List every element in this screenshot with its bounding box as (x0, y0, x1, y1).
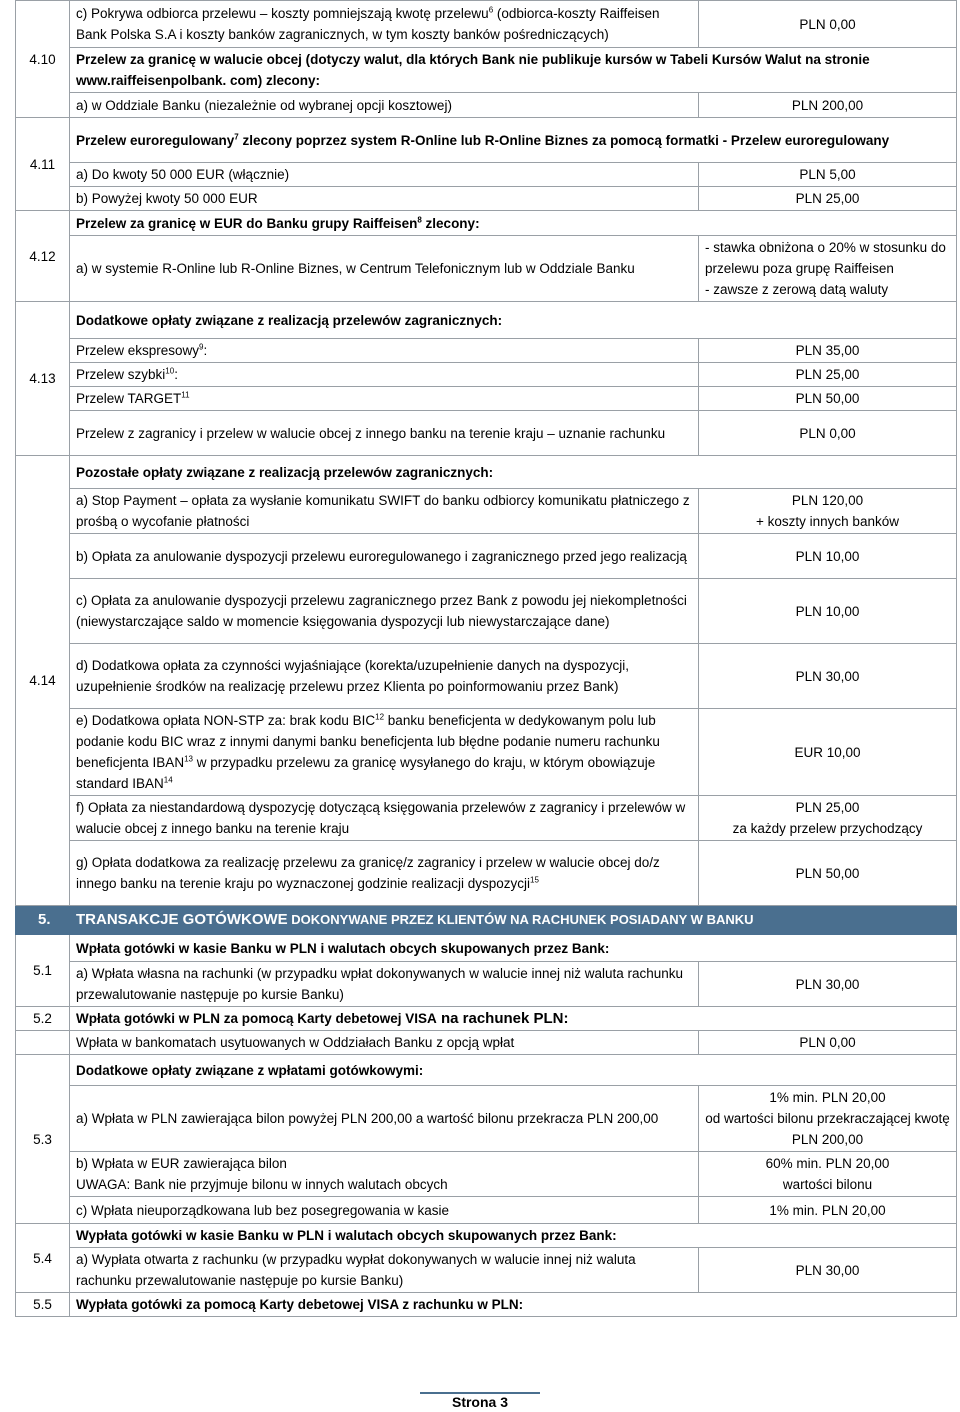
fee-value: 60% min. PLN 20,00 wartości bilonu (699, 1152, 957, 1197)
row-4-13-express (16, 339, 957, 363)
fee-value: 1% min. PLN 20,00 (699, 1197, 957, 1224)
section-header: Wpłata gotówki w PLN za pomocą Karty debetowej VISA na rachunek PLN: (70, 1007, 957, 1031)
row-4-13-incoming (16, 411, 957, 456)
fee-table (15, 0, 957, 1317)
fee-value: PLN 0,00 (699, 1, 957, 48)
row-4-10-a (16, 93, 957, 118)
fee-value: PLN 50,00 (699, 387, 957, 411)
fee-description: a) Do kwoty 50 000 EUR (włącznie) (70, 163, 699, 187)
row-5-5-header (16, 1293, 957, 1317)
page-number: Strona 3 (420, 1392, 540, 1410)
section-5-header (16, 906, 957, 935)
row-4-13-target (16, 387, 957, 411)
fee-description: Przelew z zagranicy i przelew w walucie obcej z innego banku na terenie kraju – uznanie rachunku (70, 411, 699, 456)
fee-value: EUR 10,00 (699, 709, 957, 796)
fee-value: PLN 30,00 (699, 1248, 957, 1293)
row-4-14-d (16, 644, 957, 709)
row-4-14-a (16, 489, 957, 534)
section-header: Dodatkowe opłaty związane z realizacją przelewów zagranicznych: (70, 302, 957, 339)
row-5-4-a (16, 1248, 957, 1293)
row-4-14-c (16, 579, 957, 644)
row-5-2-a (16, 1031, 957, 1055)
fee-value: PLN 5,00 (699, 163, 957, 187)
section-header: Przelew euroregulowany$^7$ zlecony poprzez system R-Online lub R-Online Biznes za pomocą formatki - Przelew euroregulowany (70, 118, 957, 163)
fee-value: PLN 25,00 za każdy przelew przychodzący (699, 796, 957, 841)
row-number: 4.10 (16, 1, 70, 118)
row-4-12-a (16, 236, 957, 302)
fee-description: c) Wpłata nieuporządkowana lub bez posegregowania w kasie (70, 1197, 699, 1224)
fee-description: c) Pokrywa odbiorca przelewu – koszty pomniejszają kwotę przelewu$^6$ (odbiorca-koszty Raiffeisen Bank Polska S.A i koszty banków zagranicznych, w tym koszty banków pośredniczących) (70, 1, 699, 48)
row-4-12-header (16, 211, 957, 236)
fee-description: b) Powyżej kwoty 50 000 EUR (70, 187, 699, 211)
fee-description: Wpłata w bankomatach usytuowanych w Oddziałach Banku z opcją wpłat (70, 1031, 699, 1055)
fee-value: PLN 50,00 (699, 841, 957, 906)
fee-value: PLN 35,00 (699, 339, 957, 363)
fee-description: a) w Oddziale Banku (niezależnie od wybranej opcji kosztowej) (70, 93, 699, 118)
fee-description: e) Dodatkowa opłata NON-STP za: brak kodu BIC$^{12}$ banku beneficjenta w dedykowanym polu lub podanie kodu BIC wraz z innymi danymi banku beneficjenta lub błędne podanie numeru rachunku beneficjenta IBAN$^{13}$ w przypadku przelewu za granicę wysyłanego do kraju, w którym obowiązuje standard IBAN$^{14}$ (70, 709, 699, 796)
fee-value: PLN 30,00 (699, 644, 957, 709)
row-number: 5.2 (16, 1007, 70, 1031)
section-header: Wypłata gotówki w kasie Banku w PLN i walutach obcych skupowanych przez Bank: (70, 1224, 957, 1248)
row-number: 4.12 (16, 211, 70, 302)
section-header: Przelew za granicę w walucie obcej (dotyczy walut, dla których Bank nie publikuje kursów w Tabeli Kursów Walut na stronie www.raiffeisenpolbank. com) zlecony: (70, 48, 957, 93)
fee-description: Przelew szybki$^{10}$: (70, 363, 699, 387)
section-title: TRANSAKCJE GOTÓWKOWE DOKONYWANE PRZEZ KLIENTÓW NA RACHUNEK POSIADANY W BANKU (70, 906, 957, 935)
fee-description: a) Wpłata własna na rachunki (w przypadku wpłat dokonywanych w walucie innej niż waluta rachunku przewalutowanie następuje po kursie Banku) (70, 962, 699, 1007)
row-4-13-fast (16, 363, 957, 387)
fee-value: PLN 10,00 (699, 534, 957, 579)
row-5-3-b (16, 1152, 957, 1197)
section-header: Przelew za granicę w EUR do Banku grupy Raiffeisen$^8$ zlecony: (70, 211, 957, 236)
fee-description: Przelew ekspresowy$^9$: (70, 339, 699, 363)
row-4-14-g (16, 841, 957, 906)
row-4-10-c (16, 1, 957, 48)
fee-description: f) Opłata za niestandardową dyspozycję dotyczącą księgowania przelewów z zagranicy i przelewów w walucie obcej z innego banku na terenie kraju (70, 796, 699, 841)
page-footer (0, 1392, 960, 1412)
section-header: Dodatkowe opłaty związane z wpłatami gotówkowymi: (70, 1055, 957, 1086)
row-5-2-header (16, 1007, 957, 1031)
row-number: 4.11 (16, 118, 70, 211)
row-4-14-b (16, 534, 957, 579)
fee-value: PLN 25,00 (699, 363, 957, 387)
row-5-4-header (16, 1224, 957, 1248)
fee-description: c) Opłata za anulowanie dyspozycji przelewu zagranicznego przez Bank z powodu jej niekompletności (niewystarczające saldo w momencie księgowania dyspozycji lub niewystarczające dane) (70, 579, 699, 644)
row-4-11-b (16, 187, 957, 211)
row-4-14-e (16, 709, 957, 796)
fee-value: - stawka obniżona o 20% w stosunku do przelewu poza grupę Raiffeisen - zawsze z zerową datą waluty (699, 236, 957, 302)
row-5-1-header (16, 935, 957, 962)
row-number-empty (16, 1031, 70, 1055)
section-header: Pozostałe opłaty związane z realizacją przelewów zagranicznych: (70, 456, 957, 489)
section-number: 5. (16, 906, 70, 935)
fee-value: PLN 25,00 (699, 187, 957, 211)
row-5-3-c (16, 1197, 957, 1224)
fee-description: a) w systemie R-Online lub R-Online Biznes, w Centrum Telefonicznym lub w Oddziale Banku (70, 236, 699, 302)
section-header: Wypłata gotówki za pomocą Karty debetowej VISA z rachunku w PLN: (70, 1293, 957, 1317)
fee-value: PLN 0,00 (699, 411, 957, 456)
fee-description: b) Opłata za anulowanie dyspozycji przelewu euroregulowanego i zagranicznego przed jego realizacją (70, 534, 699, 579)
fee-value: PLN 200,00 (699, 93, 957, 118)
row-number: 4.14 (16, 456, 70, 906)
row-4-14-header (16, 456, 957, 489)
row-4-10-header (16, 48, 957, 93)
fee-value: PLN 120,00 + koszty innych banków (699, 489, 957, 534)
fee-description: a) Wypłata otwarta z rachunku (w przypadku wypłat dokonywanych w walucie innej niż waluta rachunku przewalutowanie następuje po kursie Banku) (70, 1248, 699, 1293)
fee-value: PLN 0,00 (699, 1031, 957, 1055)
section-header: Wpłata gotówki w kasie Banku w PLN i walutach obcych skupowanych przez Bank: (70, 935, 957, 962)
fee-description: b) Wpłata w EUR zawierająca bilon UWAGA: Bank nie przyjmuje bilonu w innych walutach obcych (70, 1152, 699, 1197)
row-number: 5.5 (16, 1293, 70, 1317)
fee-value: PLN 10,00 (699, 579, 957, 644)
fee-description: Przelew TARGET$^{11}$ (70, 387, 699, 411)
row-4-11-a (16, 163, 957, 187)
fee-description: g) Opłata dodatkowa za realizację przelewu za granicę/z zagranicy i przelew w walucie obcej do/z innego banku na terenie kraju po wyznaczonej godzinie realizacji dyspozycji$^{15}$ (70, 841, 699, 906)
fee-value: PLN 30,00 (699, 962, 957, 1007)
row-5-1-a (16, 962, 957, 1007)
row-5-3-a (16, 1086, 957, 1152)
fee-value: 1% min. PLN 20,00 od wartości bilonu przekraczającej kwotę PLN 200,00 (699, 1086, 957, 1152)
row-4-11-header (16, 118, 957, 163)
fee-table-page (15, 0, 956, 1317)
row-number: 4.13 (16, 302, 70, 456)
fee-description: a) Stop Payment – opłata za wysłanie komunikatu SWIFT do banku odbiorcy komunikatu płatniczego z prośbą o wycofanie płatności (70, 489, 699, 534)
row-5-3-header (16, 1055, 957, 1086)
fee-description: d) Dodatkowa opłata za czynności wyjaśniające (korekta/uzupełnienie danych na dyspozycji, uzupełnienie środków na realizację przelewu przez Klienta po poinformowaniu przez Bank) (70, 644, 699, 709)
fee-description: a) Wpłata w PLN zawierająca bilon powyżej PLN 200,00 a wartość bilonu przekracza PLN 200,00 (70, 1086, 699, 1152)
row-4-13-header (16, 302, 957, 339)
row-4-14-f (16, 796, 957, 841)
row-number: 5.4 (16, 1224, 70, 1293)
row-number: 5.1 (16, 935, 70, 1007)
row-number: 5.3 (16, 1055, 70, 1224)
